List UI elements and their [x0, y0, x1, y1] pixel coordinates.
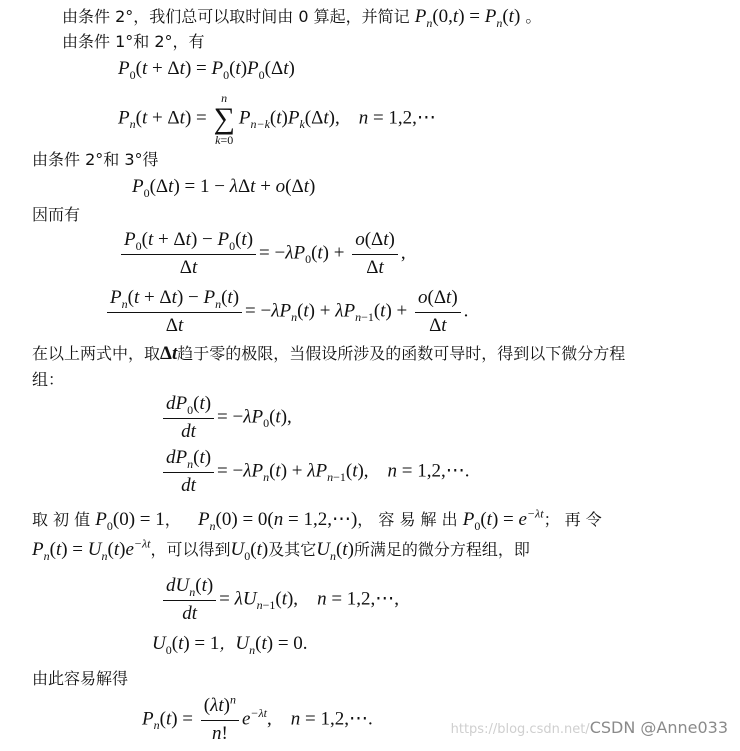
therefore-text: 因而有 [32, 205, 81, 224]
text-line-11 [32, 368, 64, 392]
text-line-10: 在以上两式中，取Δt趋于零的极限，当假设所涉及的函数可导时，得到以下微分方程 [32, 343, 626, 364]
limit-text-a: 在以上两式中，取 [32, 344, 161, 363]
solve-text: 由此容易解得 [32, 669, 129, 688]
text-line-14: 取 初 值 $P_0(0) = 1$， $P_n(0) = 0(n$ = 1,2,⋯)， 容 易 解 出 $P_0(t) = e^{-\lambda t}$； 再 令 [32, 506, 602, 533]
equation-difference-p0: $\frac{P_0(t + \Delta t) - P_0(t)}{\Delta t}$ = $-\lambda P_0(t)$ + $\frac{o(\Delta t)}{\Delta t}$ , [118, 228, 406, 280]
text-line-7 [32, 203, 80, 227]
summation-symbol: n ∑ k=0 [213, 91, 235, 147]
watermark-label: CSDN @Anne033 [589, 718, 728, 737]
equation-poisson-solution: $P_n(t)$ = $\frac{(\lambda t)^n}{n!}$ $e^{-\lambda t}$, n = 1,2,⋯. [142, 692, 373, 744]
equation-difference-pn: $\frac{P_n(t + \Delta t) - P_n(t)}{\Delta t}$ = $-\lambda P_n(t) + \lambda P_{n-1}(t)$ + $\frac{o(\Delta t)}{\Delta t}$ . [104, 286, 468, 338]
formula-pn-notation: $P_n(0,t) = P_n(t)$ [414, 6, 521, 30]
text-line-18 [32, 667, 128, 691]
text-line-2 [62, 30, 205, 54]
text-line-1: 由条件 2°，我们总可以取时间由 0 算起，并简记 $P_n(0,t) = P_n(t)$ 。 [62, 6, 542, 30]
equation-dpn-dt: $\frac{dP_n(t)}{dt}$ = $-\lambda P_n(t) + \lambda P_{n-1}(t)$, n = 1,2,⋯. [160, 446, 470, 498]
equation-dun-dt: $\frac{dU_n(t)}{dt}$ = $\lambda U_{n-1}(t)$, n = 1,2,⋯, [160, 574, 399, 626]
equation-dp0-dt: $\frac{dP_0(t)}{dt}$ = $-\lambda P_0(t)$, [160, 392, 292, 444]
text-line-5 [32, 148, 159, 172]
equation-u-initial: $U_0(t) = 1$，$U_n(t) = 0$. [152, 633, 308, 657]
equation-p0-delta: $P_0(\Delta t) = 1 - \lambda\Delta t + o(\Delta t)$ [132, 176, 316, 200]
limit-text-b: 趋于零的极限，当假设所涉及的函数可导时，得到以下微分方程 [177, 344, 626, 363]
condition-text-2: 由条件 2°和 3°得 [32, 150, 159, 169]
watermark-url: https://blog.csdn.net/ [450, 722, 590, 737]
csdn-watermark [451, 718, 728, 737]
initial-value-text: 取 初 值 [32, 510, 96, 529]
equation-pn-sum: $P_n(t + \Delta t)$ = n ∑ k=0 $P_{n-k}(t)P_k(\Delta t)$, n = 1,2,⋯ [118, 91, 436, 147]
group-text: 组： [32, 370, 65, 389]
text-line-15: $P_n(t) = U_n(t)e^{-\lambda t}$，可以得到$U_0(t)$及其它$U_n(t)$所满足的微分方程组，即 [32, 536, 530, 563]
equation-p0-product: $P_0(t + \Delta t) = P_0(t)P_0(\Delta t)$ [118, 58, 295, 82]
condition-text: 由条件 1°和 2°，有 [62, 32, 205, 51]
intro-text: 由条件 2°，我们总可以取时间由 0 算起，并简记 [62, 7, 415, 26]
